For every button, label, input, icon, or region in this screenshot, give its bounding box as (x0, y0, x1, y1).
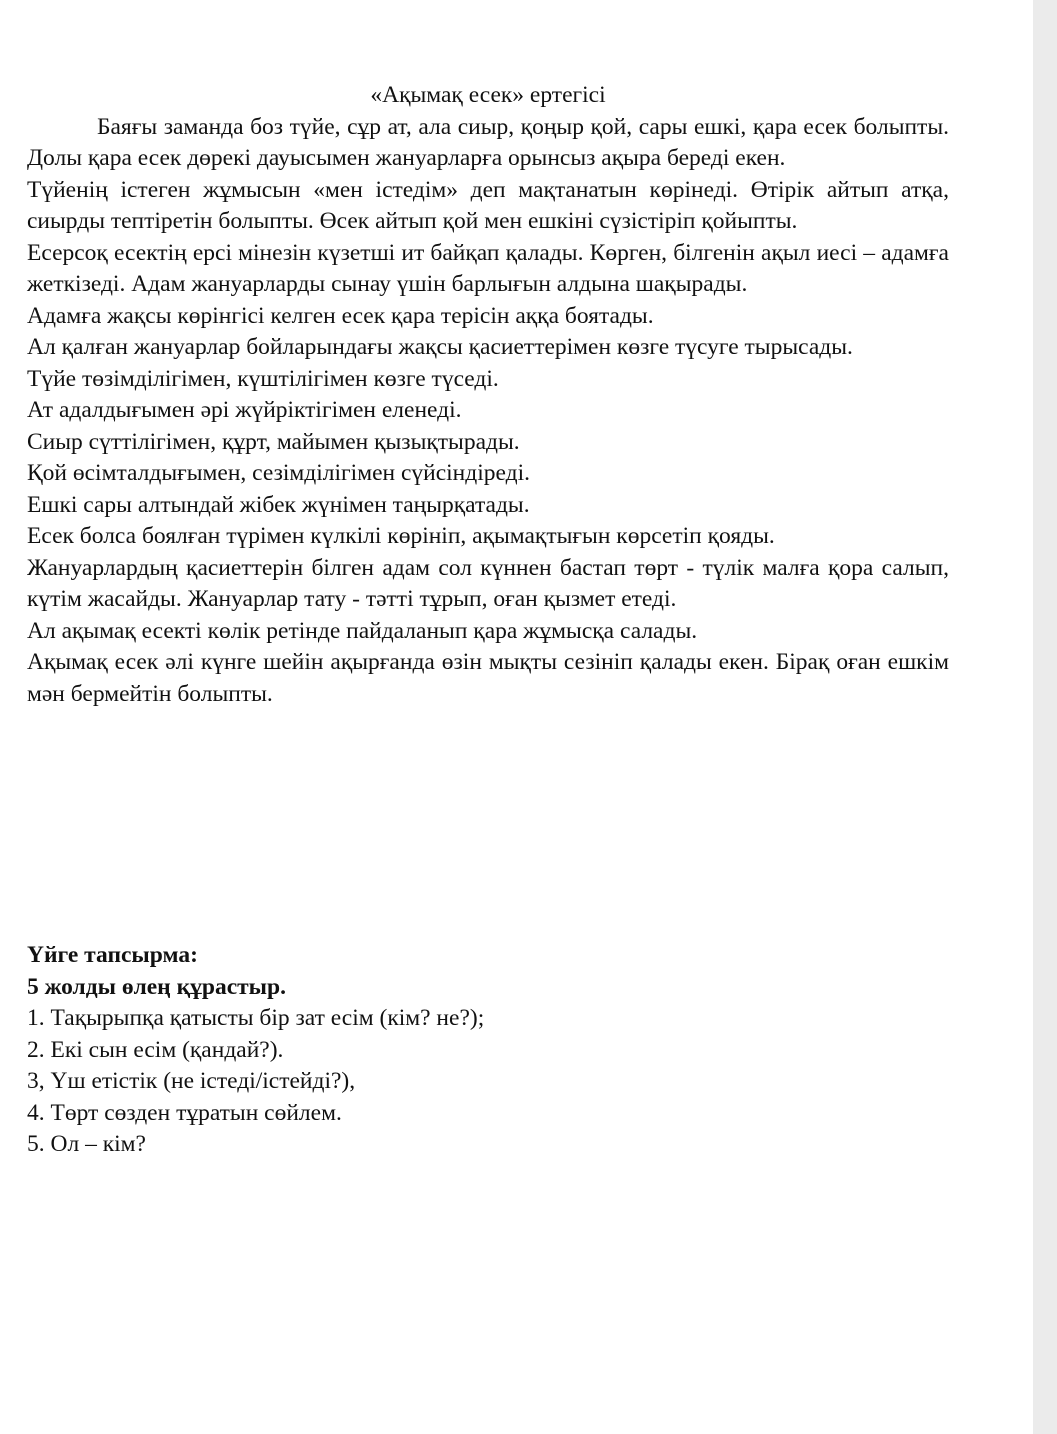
homework-item: 3, Үш етістік (не істеді/істейді?), (27, 1068, 356, 1094)
story-paragraph: Сиыр сүттілігімен, құрт, майымен қызықтырады. (27, 428, 520, 455)
homework-item: 1. Тақырыпқа қатысты бір зат есім (кім? не?); (27, 1005, 485, 1031)
story-paragraph: Ешкі сары алтындай жібек жүнімен таңырқатады. (27, 491, 530, 518)
homework-item: 4. Төрт сөзден тұратын сөйлем. (27, 1099, 342, 1126)
story-paragraph: Түйенің істеген жұмысын «мен істедім» деп мақтанатын көрінеді. Өтірік айтып атқа, сиырды тептіретін болыпты. Өсек айтып қой мен ешкіні сүзістіріп қойыпты. (27, 176, 949, 234)
story-paragraph: Адамға жақсы көрінгісі келген есек қара терісін аққа боятады. (27, 302, 654, 329)
story-paragraph: Ақымақ есек әлі күнге шейін ақырғанда өзін мықты сезініп қалады екен. Бірақ оған ешкім мән бермейтін болыпты. (27, 649, 949, 707)
homework-subtitle: 5 жолды өлең құрастыр. (27, 973, 286, 1000)
homework-item: 5. Ол – кім? (27, 1131, 146, 1157)
homework-section (27, 940, 949, 1161)
story-paragraph: Есек болса боялған түрімен күлкілі көрініп, ақымақтығын көрсетіп қояды. (27, 523, 775, 549)
story-paragraph: Баяғы заманда боз түйе, сұр ат, ала сиыр, қоңыр қой, сары ешкі, қара есек болыпты. Долы қара есек дөрекі дауысымен жануарларға орынсыз ақыра береді екен. (27, 113, 949, 171)
story-paragraph: Ал қалған жануарлар бойларындағы жақсы қасиеттерімен көзге түсуге тырысады. (27, 334, 853, 360)
story-paragraph: Түйе төзімділігімен, күштілігімен көзге түседі. (27, 365, 499, 392)
story-title: «Ақымақ есек» ертегісі (370, 82, 606, 108)
story-section (27, 80, 949, 710)
homework-title: Үйге тапсырма: (27, 942, 198, 968)
homework-item: 2. Екі сын есім (қандай?). (27, 1036, 284, 1063)
story-paragraph: Ат адалдығымен әрі жүйріктігімен еленеді. (27, 397, 462, 423)
story-paragraph: Қой өсімталдығымен, сезімділігімен сүйсіндіреді. (27, 460, 530, 486)
story-paragraph: Ал ақымақ есекті көлік ретінде пайдаланып қара жұмысқа салады. (27, 617, 698, 644)
story-paragraph: Есерсоқ есектің ерсі мінезін күзетші ит байқап қалады. Көрген, білгенін ақыл иесі – адамға жеткізеді. Адам жануарларды сынау үшін барлығын алдына шақырады. (27, 239, 949, 297)
story-paragraph: Жануарлардың қасиеттерін білген адам сол күннен бастап төрт - түлік малға қора салып, күтім жасайды. Жануарлар тату - тәтті тұрып, оған қызмет етеді. (27, 554, 949, 612)
